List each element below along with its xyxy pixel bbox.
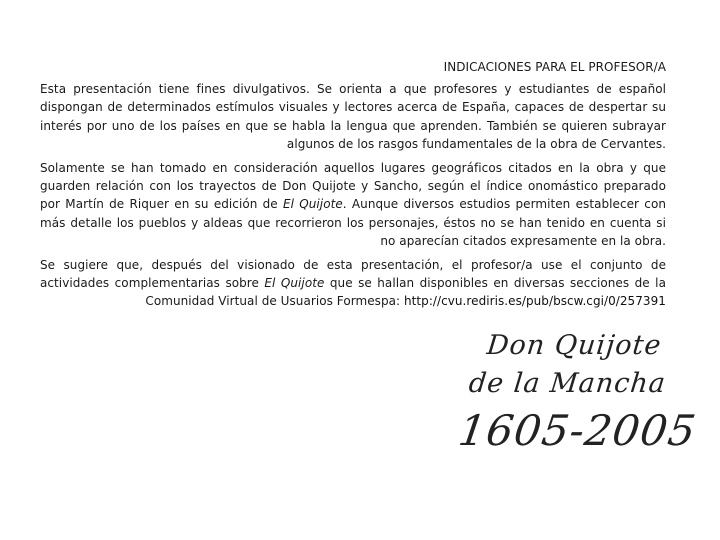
paragraph-suggestion-text-middle: que se hallan disponibles en diversas secciones de la Comunidad Virtual de Usuarios Formespa: <box>145 276 666 309</box>
heading: INDICACIONES PARA EL PROFESOR/A <box>443 60 666 74</box>
don-quijote-logo <box>455 330 700 460</box>
logo-line-title: Don Quijote <box>485 330 664 361</box>
paragraph-suggestion-text-start: Se sugiere que, después del visionado de esta presentación, el profesor/a use el conjunto de actividades complementarias sobre <box>40 258 666 291</box>
logo-line-subtitle: de la Mancha <box>467 368 668 399</box>
logo-line-years: 1605-2005 <box>455 406 700 455</box>
paragraph-scope-text-start: Solamente se han tomado en consideración aquellos lugares geográficos citados en la obra y que guarden relación con los trayectos de Don Quijote y Sancho, según el índice onomástico preparado por Martín de Riquer en su edición de <box>40 161 666 212</box>
paragraph-purpose-text: Esta presentación tiene fines divulgativos. Se orienta a que profesores y estudiantes de español dispongan de determinados estímulos visuales y lectores acerca de España, capaces de despertar su interés por uno de los países en que se habla la lengua que aprenden. También se quieren subrayar algunos de los rasgos fundamentales de la obra de Cervantes. <box>40 82 666 151</box>
book-title-italic: El Quijote <box>283 197 343 212</box>
formespa-link[interactable]: http://cvu.rediris.es/pub/bscw.cgi/0/257391 <box>403 294 666 309</box>
paragraph-scope-text-end: . Aunque diversos estudios permiten establecer con más detalle los pueblos y aldeas que recorrieron los personajes, éstos no se han tenido en cuenta si no aparecían citados expresamente en la obra. <box>40 197 666 248</box>
book-title-italic-2: El Quijote <box>264 276 325 291</box>
paragraph-scope <box>40 159 666 250</box>
instructions-text-block <box>40 58 666 317</box>
paragraph-purpose <box>40 80 666 153</box>
paragraph-suggestion <box>40 256 666 311</box>
